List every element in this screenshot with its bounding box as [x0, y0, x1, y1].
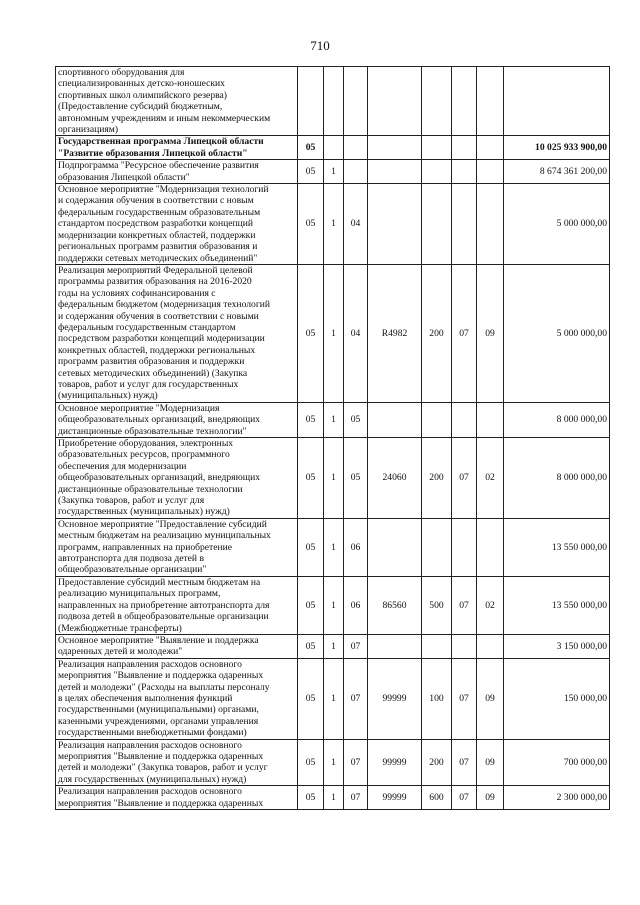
subsection-cell: 09: [477, 739, 504, 786]
subprogram-code-cell: [324, 67, 344, 136]
measure-code-cell: 07: [344, 786, 368, 810]
row-name-cell: Основное мероприятие "Модернизация технологий и содержания обучения в соответствии с новым федеральным государственным образовательным стандартом посредством разработки концепций модернизации конкретных областей, поддержки региональных программ развития образования и поддержки сетевых методических объединений": [56, 184, 298, 265]
direction-code-cell: [368, 67, 422, 136]
table-row: [56, 160, 610, 184]
section-cell: [452, 402, 477, 437]
table-row: [56, 576, 610, 634]
gp-code-cell: 05: [298, 402, 324, 437]
amount-cell: 5 000 000,00: [504, 184, 610, 265]
expense-type-cell: 600: [422, 786, 452, 810]
amount-cell: [504, 67, 610, 136]
measure-code-cell: [344, 160, 368, 184]
section-cell: [452, 634, 477, 658]
row-name-cell: спортивного оборудования для специализированных детско-юношеских спортивных школ олимпийского резерва) (Предоставление субсидий бюджетным, автономным учреждениям и иным некоммерческим организациям): [56, 67, 298, 136]
row-name-cell: Государственная программа Липецкой области "Развитие образования Липецкой области": [56, 136, 298, 160]
subprogram-code-cell: 1: [324, 402, 344, 437]
subsection-cell: [477, 402, 504, 437]
expense-type-cell: 100: [422, 658, 452, 739]
expense-type-cell: [422, 634, 452, 658]
subprogram-code-cell: 1: [324, 264, 344, 402]
subprogram-code-cell: 1: [324, 658, 344, 739]
row-name-cell: Реализация направления расходов основного мероприятия "Выявление и поддержка одаренных: [56, 786, 298, 810]
subsection-cell: [477, 67, 504, 136]
gp-code-cell: [298, 67, 324, 136]
row-name-cell: Основное мероприятие "Предоставление субсидий местным бюджетам на реализацию муниципальных программ, направленных на приобретение автотранспорта для подвоза детей в общеобразовательные организации": [56, 518, 298, 576]
measure-code-cell: 07: [344, 658, 368, 739]
amount-cell: 5 000 000,00: [504, 264, 610, 402]
amount-cell: 13 550 000,00: [504, 518, 610, 576]
measure-code-cell: 04: [344, 184, 368, 265]
row-name-cell: Подпрограмма "Ресурсное обеспечение развития образования Липецкой области": [56, 160, 298, 184]
expense-type-cell: 200: [422, 264, 452, 402]
direction-code-cell: [368, 136, 422, 160]
table-row: [56, 739, 610, 786]
subsection-cell: 09: [477, 264, 504, 402]
table-row: [56, 67, 610, 136]
gp-code-cell: 05: [298, 786, 324, 810]
subprogram-code-cell: 1: [324, 739, 344, 786]
amount-cell: 700 000,00: [504, 739, 610, 786]
gp-code-cell: 05: [298, 739, 324, 786]
subsection-cell: [477, 518, 504, 576]
measure-code-cell: 06: [344, 518, 368, 576]
subprogram-code-cell: 1: [324, 184, 344, 265]
section-cell: 07: [452, 264, 477, 402]
expense-type-cell: [422, 160, 452, 184]
row-name-cell: Реализация направления расходов основного мероприятия "Выявление и поддержка одаренных детей и молодежи" (Закупка товаров, работ и услуг для государственных (муниципальных) нужд): [56, 739, 298, 786]
direction-code-cell: 99999: [368, 739, 422, 786]
amount-cell: 8 000 000,00: [504, 402, 610, 437]
measure-code-cell: [344, 67, 368, 136]
row-name-cell: Основное мероприятие "Выявление и поддержка одаренных детей и молодежи": [56, 634, 298, 658]
subprogram-code-cell: 1: [324, 160, 344, 184]
subprogram-code-cell: 1: [324, 786, 344, 810]
subprogram-code-cell: 1: [324, 518, 344, 576]
direction-code-cell: 24060: [368, 438, 422, 519]
table-row: [56, 402, 610, 437]
section-cell: 07: [452, 658, 477, 739]
section-cell: 07: [452, 438, 477, 519]
expense-type-cell: [422, 402, 452, 437]
gp-code-cell: 05: [298, 576, 324, 634]
row-name-cell: Реализация мероприятий Федеральной целевой программы развития образования на 2016-2020 годы на условиях софинансирования с федеральным бюджетом (модернизация технологий и содержания обучения в соответствии с новыми федеральным государственным стандартом посредством разработки концепций модернизации конкретных областей, поддержки региональных программ развития образования и поддержки сетевых методических объединений) (Закупка товаров, работ и услуг для государственных (муниципальных) нужд): [56, 264, 298, 402]
gp-code-cell: 05: [298, 658, 324, 739]
budget-table: [55, 66, 610, 810]
subprogram-code-cell: [324, 136, 344, 160]
subsection-cell: [477, 160, 504, 184]
subprogram-code-cell: 1: [324, 438, 344, 519]
gp-code-cell: 05: [298, 136, 324, 160]
expense-type-cell: [422, 518, 452, 576]
measure-code-cell: 05: [344, 402, 368, 437]
gp-code-cell: 05: [298, 184, 324, 265]
amount-cell: 150 000,00: [504, 658, 610, 739]
subsection-cell: [477, 184, 504, 265]
direction-code-cell: [368, 402, 422, 437]
amount-cell: 3 150 000,00: [504, 634, 610, 658]
subprogram-code-cell: 1: [324, 634, 344, 658]
table-row: [56, 658, 610, 739]
page-number: 710: [310, 38, 330, 53]
table-row: [56, 786, 610, 810]
expense-type-cell: 200: [422, 739, 452, 786]
subprogram-code-cell: 1: [324, 576, 344, 634]
amount-cell: 13 550 000,00: [504, 576, 610, 634]
direction-code-cell: [368, 184, 422, 265]
expense-type-cell: 500: [422, 576, 452, 634]
direction-code-cell: [368, 160, 422, 184]
subsection-cell: 09: [477, 658, 504, 739]
subsection-cell: 02: [477, 438, 504, 519]
subsection-cell: [477, 634, 504, 658]
measure-code-cell: 07: [344, 739, 368, 786]
section-cell: [452, 184, 477, 265]
measure-code-cell: 04: [344, 264, 368, 402]
table-row: [56, 438, 610, 519]
expense-type-cell: [422, 184, 452, 265]
direction-code-cell: [368, 634, 422, 658]
section-cell: [452, 67, 477, 136]
direction-code-cell: [368, 518, 422, 576]
table-row: [56, 518, 610, 576]
direction-code-cell: R4982: [368, 264, 422, 402]
measure-code-cell: 05: [344, 438, 368, 519]
measure-code-cell: 06: [344, 576, 368, 634]
amount-cell: 8 674 361 200,00: [504, 160, 610, 184]
section-cell: 07: [452, 786, 477, 810]
section-cell: 07: [452, 576, 477, 634]
section-cell: [452, 518, 477, 576]
table-row: [56, 136, 610, 160]
amount-cell: 2 300 000,00: [504, 786, 610, 810]
section-cell: 07: [452, 739, 477, 786]
direction-code-cell: 86560: [368, 576, 422, 634]
subsection-cell: [477, 136, 504, 160]
subsection-cell: 02: [477, 576, 504, 634]
measure-code-cell: [344, 136, 368, 160]
expense-type-cell: [422, 136, 452, 160]
amount-cell: 8 000 000,00: [504, 438, 610, 519]
gp-code-cell: 05: [298, 160, 324, 184]
section-cell: [452, 160, 477, 184]
direction-code-cell: 99999: [368, 658, 422, 739]
table-row: [56, 264, 610, 402]
measure-code-cell: 07: [344, 634, 368, 658]
row-name-cell: Реализация направления расходов основного мероприятия "Выявление и поддержка одаренных детей и молодежи" (Расходы на выплаты персоналу в целях обеспечения выполнения функций государственными (муниципальными) органами, казенными учреждениями, органами управления государственными внебюджетными фондами): [56, 658, 298, 739]
row-name-cell: Приобретение оборудования, электронных образовательных ресурсов, программного обеспечения для модернизации общеобразовательных организаций, внедряющих дистанционные образовательные технологии (Закупка товаров, работ и услуг для государственных (муниципальных) нужд): [56, 438, 298, 519]
gp-code-cell: 05: [298, 518, 324, 576]
direction-code-cell: 99999: [368, 786, 422, 810]
section-cell: [452, 136, 477, 160]
expense-type-cell: [422, 67, 452, 136]
gp-code-cell: 05: [298, 264, 324, 402]
expense-type-cell: 200: [422, 438, 452, 519]
subsection-cell: 09: [477, 786, 504, 810]
row-name-cell: Предоставление субсидий местным бюджетам на реализацию муниципальных программ, направленных на приобретение автотранспорта для подвоза детей в общеобразовательные организации (Межбюджетные трансферты): [56, 576, 298, 634]
gp-code-cell: 05: [298, 634, 324, 658]
amount-cell: 10 025 933 900,00: [504, 136, 610, 160]
table-row: [56, 184, 610, 265]
budget-table-body: [56, 67, 610, 810]
gp-code-cell: 05: [298, 438, 324, 519]
table-row: [56, 634, 610, 658]
row-name-cell: Основное мероприятие "Модернизация общеобразовательных организаций, внедряющих дистанционные образовательные технологии": [56, 402, 298, 437]
